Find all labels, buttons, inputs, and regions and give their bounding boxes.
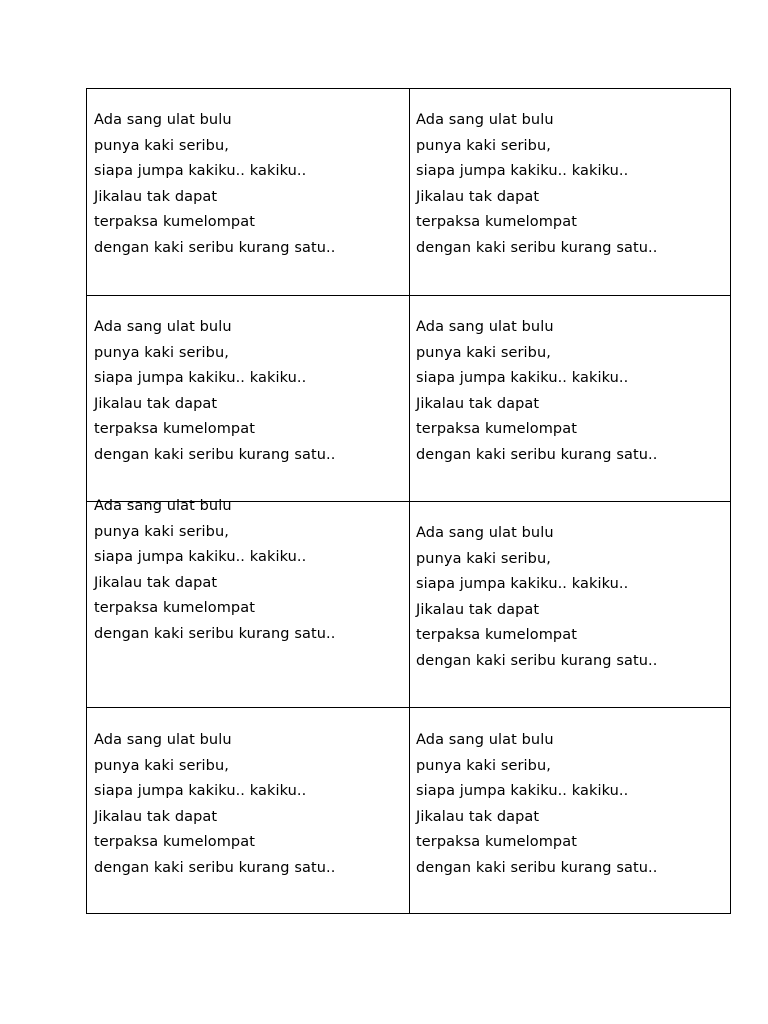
lyrics-line: Ada sang ulat bulu [416, 732, 554, 748]
lyrics-card-grid [86, 88, 731, 914]
lyrics-line: Jikalau tak dapat [416, 395, 540, 412]
row-divider [87, 707, 730, 708]
lyrics-card [94, 728, 335, 882]
lyrics-line: punya kaki seribu, [94, 757, 229, 774]
lyrics-card [94, 494, 335, 648]
lyrics-card [416, 108, 657, 262]
lyrics-line: terpaksa kumelompat [94, 834, 255, 851]
lyrics-line: siapa jumpa kakiku.. kakiku.. [94, 549, 307, 566]
lyrics-line: dengan kaki seribu kurang satu.. [94, 859, 336, 876]
lyrics-line: siapa jumpa kakiku.. kakiku.. [94, 370, 307, 387]
lyrics-card [416, 315, 657, 469]
lyrics-line: punya kaki seribu, [416, 757, 551, 774]
lyrics-line: terpaksa kumelompat [416, 214, 577, 231]
lyrics-line: terpaksa kumelompat [94, 214, 255, 231]
lyrics-line: dengan kaki seribu kurang satu.. [416, 859, 658, 876]
lyrics-line: Ada sang ulat bulu [416, 112, 554, 128]
lyrics-line: punya kaki seribu, [416, 550, 551, 567]
lyrics-card [416, 521, 657, 675]
lyrics-line: terpaksa kumelompat [416, 627, 577, 644]
lyrics-line: terpaksa kumelompat [94, 421, 255, 438]
lyrics-line: terpaksa kumelompat [416, 421, 577, 438]
lyrics-line: terpaksa kumelompat [416, 834, 577, 851]
lyrics-line: punya kaki seribu, [416, 137, 551, 154]
lyrics-line: Jikalau tak dapat [94, 395, 218, 412]
lyrics-line: Ada sang ulat bulu [94, 732, 232, 748]
lyrics-line: dengan kaki seribu kurang satu.. [416, 239, 658, 256]
lyrics-line: Ada sang ulat bulu [94, 498, 232, 514]
lyrics-line: dengan kaki seribu kurang satu.. [94, 239, 336, 256]
lyrics-card [94, 108, 335, 262]
lyrics-card [416, 728, 657, 882]
lyrics-line: terpaksa kumelompat [94, 600, 255, 617]
lyrics-line: Jikalau tak dapat [94, 188, 218, 205]
lyrics-line: siapa jumpa kakiku.. kakiku.. [94, 783, 307, 800]
lyrics-line: Ada sang ulat bulu [416, 525, 554, 541]
lyrics-line: dengan kaki seribu kurang satu.. [94, 625, 336, 642]
lyrics-line: siapa jumpa kakiku.. kakiku.. [416, 370, 629, 387]
lyrics-line: punya kaki seribu, [94, 523, 229, 540]
lyrics-card [94, 315, 335, 469]
lyrics-line: punya kaki seribu, [416, 344, 551, 361]
lyrics-line: dengan kaki seribu kurang satu.. [94, 446, 336, 463]
lyrics-line: dengan kaki seribu kurang satu.. [416, 446, 658, 463]
lyrics-line: Jikalau tak dapat [94, 808, 218, 825]
lyrics-line: Ada sang ulat bulu [94, 112, 232, 128]
lyrics-line: siapa jumpa kakiku.. kakiku.. [416, 576, 629, 593]
lyrics-line: siapa jumpa kakiku.. kakiku.. [416, 163, 629, 180]
lyrics-line: punya kaki seribu, [94, 344, 229, 361]
lyrics-line: siapa jumpa kakiku.. kakiku.. [416, 783, 629, 800]
row-divider [87, 295, 730, 296]
lyrics-line: Jikalau tak dapat [416, 808, 540, 825]
lyrics-line: Jikalau tak dapat [416, 601, 540, 618]
lyrics-line: siapa jumpa kakiku.. kakiku.. [94, 163, 307, 180]
lyrics-line: Ada sang ulat bulu [416, 319, 554, 335]
lyrics-line: punya kaki seribu, [94, 137, 229, 154]
lyrics-line: Jikalau tak dapat [416, 188, 540, 205]
lyrics-line: Jikalau tak dapat [94, 574, 218, 591]
lyrics-line: dengan kaki seribu kurang satu.. [416, 652, 658, 669]
lyrics-line: Ada sang ulat bulu [94, 319, 232, 335]
